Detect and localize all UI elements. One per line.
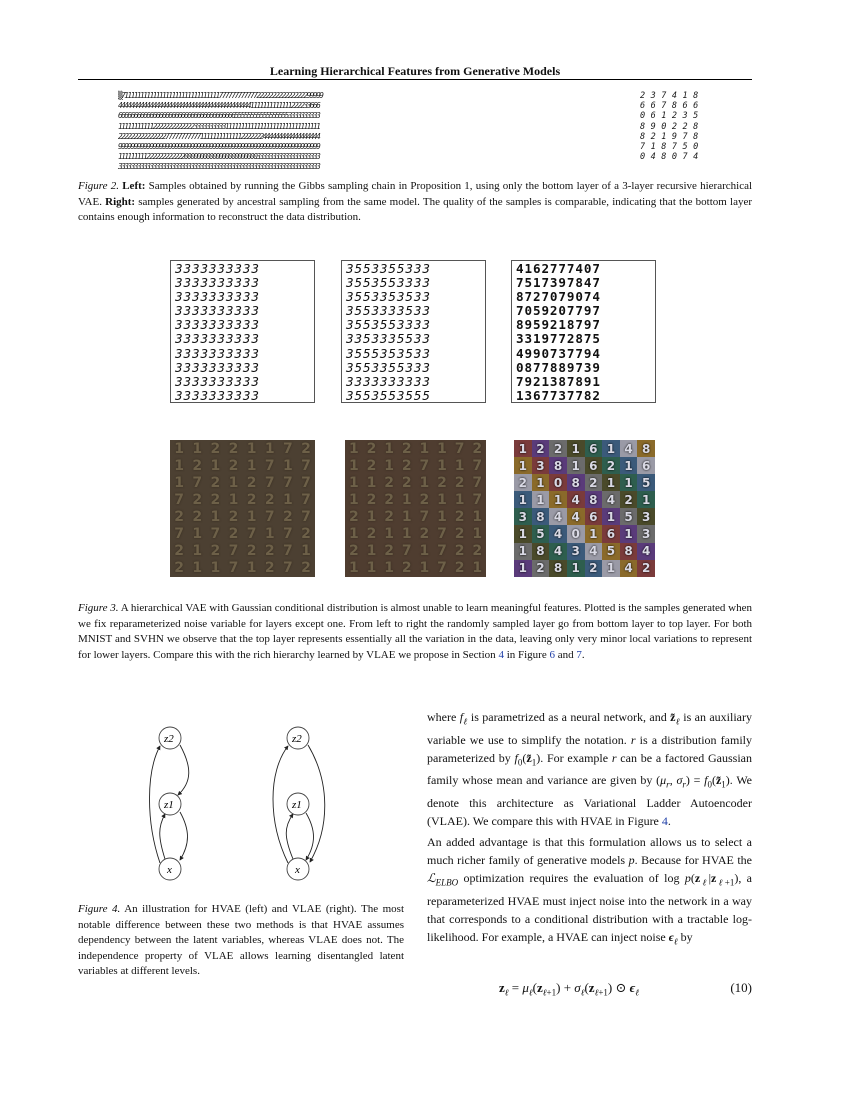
figure4-label: Figure 4. bbox=[78, 903, 121, 915]
svhn-digit: 0 bbox=[549, 474, 567, 491]
figure3-caption-text-2: in Figure bbox=[503, 648, 550, 661]
svhn-row bbox=[514, 457, 655, 474]
figure2-right-label: Right: bbox=[105, 195, 136, 208]
svhn-digit: 1 bbox=[348, 560, 359, 577]
svhn-digit: 1 bbox=[192, 440, 203, 457]
svhn-digit: 1 bbox=[174, 474, 184, 491]
svhn-row bbox=[345, 508, 486, 525]
svhn-digit: 2 bbox=[620, 491, 638, 508]
svhn-digit: 2 bbox=[366, 491, 377, 508]
svhn-digit: 1 bbox=[401, 508, 412, 525]
svhn-digit: 1 bbox=[348, 526, 359, 543]
running-header: Learning Hierarchical Features from Generative Models bbox=[269, 64, 561, 78]
svhn-digit: 1 bbox=[567, 440, 585, 457]
svhn-digit: 1 bbox=[192, 526, 203, 543]
svhn-digit: 7 bbox=[192, 474, 203, 491]
hvae-z2-label: z2 bbox=[164, 733, 174, 745]
svhn-digit: 1 bbox=[472, 560, 483, 577]
svhn-digit: 1 bbox=[228, 474, 239, 491]
svhn-digit: 2 bbox=[585, 474, 603, 491]
svhn-digit: 7 bbox=[264, 457, 275, 474]
svhn-digit: 1 bbox=[419, 560, 430, 577]
svhn-digit: 2 bbox=[437, 474, 447, 491]
svhn-digit: 2 bbox=[246, 543, 257, 560]
svhn-digit: 3 bbox=[637, 525, 655, 542]
svhn-row bbox=[514, 474, 655, 491]
svhn-row bbox=[514, 440, 655, 457]
svhn-digit: 2 bbox=[366, 526, 377, 543]
svhn-digit: 5 bbox=[637, 474, 655, 491]
svhn-digit: 1 bbox=[228, 491, 239, 508]
figure4-caption bbox=[78, 902, 404, 980]
svhn-digit: 1 bbox=[366, 543, 377, 560]
svhn-row bbox=[345, 491, 486, 508]
figure3-caption bbox=[78, 601, 752, 663]
svhn-digit: 2 bbox=[174, 560, 184, 577]
svhn-row bbox=[514, 491, 655, 508]
vlae-z1-label: z1 bbox=[292, 799, 302, 811]
svhn-digit: 6 bbox=[585, 508, 603, 525]
figure2-caption bbox=[78, 179, 752, 226]
svhn-digit: 1 bbox=[246, 457, 257, 474]
svhn-digit: 1 bbox=[472, 508, 483, 525]
svhn-digit: 8 bbox=[637, 440, 655, 457]
svhn-digit: 1 bbox=[174, 440, 184, 457]
svhn-digit: 7 bbox=[419, 457, 430, 474]
p1-text: . We denote this architecture as Variational Ladder Autoencoder (VLAE). We compare this with HVAE in Figure bbox=[427, 773, 753, 829]
svhn-digit: 1 bbox=[602, 560, 620, 577]
svhn-digit: 8 bbox=[532, 508, 550, 525]
svhn-digit: 2 bbox=[401, 560, 412, 577]
svhn-digit: 8 bbox=[549, 457, 567, 474]
svhn-row bbox=[514, 508, 655, 525]
equation-10-body: $z_\ell = \mu_\ell(z_{\ell+1}) + \sigma_\ell(z_{\ell+1})$ ⊙ $\epsilon_\ell$ bbox=[499, 980, 639, 998]
p1-text: . bbox=[667, 814, 671, 829]
svhn-digit: 2 bbox=[602, 457, 620, 474]
svhn-digit: 2 bbox=[192, 508, 203, 525]
p1-text: . For example bbox=[540, 750, 612, 765]
svhn-digit: 1 bbox=[348, 474, 359, 491]
svhn-digit: 1 bbox=[348, 440, 359, 457]
svhn-digit: 1 bbox=[174, 457, 184, 474]
svhn-digit: 0 bbox=[567, 525, 585, 542]
svhn-digit: 7 bbox=[282, 543, 293, 560]
svhn-digit: 2 bbox=[472, 543, 483, 560]
hvae-edge-x-z1 bbox=[160, 814, 165, 859]
svhn-digit: 1 bbox=[282, 491, 293, 508]
svhn-digit: 7 bbox=[282, 560, 293, 577]
svhn-digit: 2 bbox=[210, 543, 221, 560]
svhn-digit: 2 bbox=[454, 508, 465, 525]
svhn-digit: 7 bbox=[401, 543, 412, 560]
p2-text: , a reparameterized HVAE must inject noise into the network in a way that corresponds to a conditional distribution with a tractable log-likelihood. For example, a HVAE can inject noise bbox=[427, 871, 753, 945]
svhn-digit: 2 bbox=[282, 508, 293, 525]
svhn-digit: 8 bbox=[567, 474, 585, 491]
svhn-digit: 1 bbox=[437, 491, 447, 508]
body-paragraph-2: An added advantage is that this formulation allows us to select a much richer family of generative models p. Because for HVAE the ℒ$_{ELBO}$ optimization requires the evaluation of $\log p(z_\ell|z_{\ell+1})$, a reparameterized HVAE must inject noise into the network in a way that corresponds to a conditional distribution with a tractable log-likelihood. For example, a HVAE can inject noise $\epsilon_\ell$ by bbox=[427, 835, 753, 947]
svhn-digit: 7 bbox=[301, 457, 311, 474]
svhn-digit: 2 bbox=[366, 457, 377, 474]
equation-number: (10) bbox=[730, 980, 752, 995]
svhn-digit: 8 bbox=[532, 543, 550, 560]
svhn-row bbox=[345, 543, 486, 560]
svhn-digit: 2 bbox=[549, 440, 567, 457]
figure-6-link[interactable]: 6 bbox=[549, 648, 555, 661]
svhn-digit: 1 bbox=[637, 491, 655, 508]
svhn-row bbox=[345, 440, 486, 457]
svhn-digit: 2 bbox=[246, 491, 257, 508]
svhn-row bbox=[170, 543, 315, 560]
svhn-digit: 2 bbox=[419, 491, 430, 508]
svhn-digit: 1 bbox=[419, 474, 430, 491]
svhn-digit: 2 bbox=[210, 474, 221, 491]
svhn-digit: 2 bbox=[401, 440, 412, 457]
svhn-row bbox=[170, 457, 315, 474]
svhn-digit: 1 bbox=[401, 491, 412, 508]
svhn-digit: 7 bbox=[228, 543, 239, 560]
svhn-digit: 5 bbox=[532, 525, 550, 542]
vlae-graph bbox=[273, 727, 325, 880]
figure4-caption-text: An illustration for HVAE (left) and VLAE (right). The most notable difference between these two methods is that HVAE assumes dependency between the latent variables, whereas VLAE does not. The independence property of VLAE allows learning disentangled latent variables at different levels. bbox=[78, 903, 404, 977]
p2-text: An added advantage is that this formulation allows us to select a much richer family of generative models bbox=[427, 835, 752, 868]
svhn-row bbox=[514, 560, 655, 577]
body-paragraph-1: where $f_\ell$ is parametrized as a neural network, and $z̃_\ell$ is an auxiliary variable we use to simplify the notation. r is a distribution family parameterized by $f_0(z̃_1)$. For example r can be a factored Gaussian family whose mean and variance are given by ($\mu_r$, $\sigma_r$) = $f_0(z̃_1)$. We denote this architecture as Variational Ladder Autoencoder (VLAE). We compare this with HVAE in Figure 4. bbox=[427, 710, 753, 829]
svhn-digit: 5 bbox=[602, 543, 620, 560]
svhn-digit: 1 bbox=[567, 560, 585, 577]
svhn-digit: 2 bbox=[384, 543, 394, 560]
svhn-digit: 4 bbox=[549, 508, 567, 525]
svhn-digit: 7 bbox=[282, 526, 293, 543]
svhn-digit: 2 bbox=[637, 560, 655, 577]
hvae-edge-z1-x bbox=[180, 812, 188, 860]
svhn-digit: 1 bbox=[514, 491, 532, 508]
svhn-digit: 2 bbox=[401, 474, 412, 491]
svhn-digit: 1 bbox=[246, 508, 257, 525]
figure3-svhn-top-layer bbox=[514, 440, 655, 577]
svhn-digit: 2 bbox=[174, 508, 184, 525]
svhn-digit: 4 bbox=[602, 491, 620, 508]
svhn-digit: 1 bbox=[514, 560, 532, 577]
p1-text: where bbox=[427, 710, 460, 724]
svhn-digit: 7 bbox=[210, 526, 221, 543]
svhn-digit: 2 bbox=[348, 508, 359, 525]
svhn-digit: 2 bbox=[401, 457, 412, 474]
svhn-digit: 2 bbox=[532, 440, 550, 457]
svhn-digit: 4 bbox=[549, 525, 567, 542]
svhn-digit: 8 bbox=[549, 560, 567, 577]
svhn-digit: 2 bbox=[301, 560, 311, 577]
figure3-caption-text-3: and bbox=[554, 648, 577, 661]
svhn-digit: 1 bbox=[192, 543, 203, 560]
svhn-digit: 7 bbox=[228, 560, 239, 577]
svhn-digit: 2 bbox=[210, 491, 221, 508]
svhn-digit: 1 bbox=[602, 474, 620, 491]
svhn-digit: 1 bbox=[192, 560, 203, 577]
svhn-digit: 2 bbox=[454, 474, 465, 491]
svhn-digit: 1 bbox=[384, 457, 394, 474]
svhn-digit: 1 bbox=[620, 525, 638, 542]
svhn-digit: 1 bbox=[437, 440, 447, 457]
svhn-digit: 2 bbox=[246, 474, 257, 491]
svhn-digit: 2 bbox=[301, 440, 311, 457]
svhn-digit: 2 bbox=[454, 560, 465, 577]
svhn-digit: 2 bbox=[419, 526, 430, 543]
svhn-digit: 1 bbox=[532, 491, 550, 508]
svhn-digit: 1 bbox=[210, 508, 221, 525]
svhn-digit: 7 bbox=[174, 526, 184, 543]
svhn-digit: 1 bbox=[301, 543, 311, 560]
svhn-digit: 1 bbox=[602, 508, 620, 525]
figure2-label: Figure 2. bbox=[78, 180, 119, 192]
figure3-svhn-middle-layer bbox=[345, 440, 486, 577]
svhn-digit: 1 bbox=[602, 440, 620, 457]
svhn-digit: 1 bbox=[401, 526, 412, 543]
vlae-edge-z2-x bbox=[308, 745, 325, 862]
p2-text: by bbox=[677, 930, 693, 945]
header-rule bbox=[78, 79, 752, 80]
svhn-digit: 4 bbox=[620, 560, 638, 577]
p2-text: optimization requires the evaluation of bbox=[458, 871, 665, 886]
svhn-digit: 1 bbox=[384, 526, 394, 543]
svhn-digit: 1 bbox=[585, 525, 603, 542]
hvae-z1-label: z1 bbox=[164, 799, 174, 811]
p1-text: is parametrized as a neural network, and bbox=[467, 710, 671, 724]
svhn-digit: 7 bbox=[419, 508, 430, 525]
svhn-row bbox=[514, 543, 655, 560]
svhn-digit: 4 bbox=[637, 543, 655, 560]
svhn-row bbox=[345, 525, 486, 542]
svhn-digit: 2 bbox=[514, 474, 532, 491]
svhn-digit: 1 bbox=[514, 440, 532, 457]
svhn-digit: 1 bbox=[454, 457, 465, 474]
svhn-digit: 2 bbox=[174, 543, 184, 560]
svhn-digit: 6 bbox=[637, 457, 655, 474]
svhn-digit: 2 bbox=[384, 508, 394, 525]
svhn-digit: 1 bbox=[454, 491, 465, 508]
svhn-digit: 2 bbox=[366, 440, 377, 457]
svhn-digit: 1 bbox=[419, 543, 430, 560]
svhn-digit: 1 bbox=[514, 543, 532, 560]
svhn-digit: 6 bbox=[585, 457, 603, 474]
svhn-digit: 2 bbox=[585, 560, 603, 577]
svhn-digit: 2 bbox=[264, 543, 275, 560]
svhn-digit: 1 bbox=[384, 440, 394, 457]
svhn-digit: 2 bbox=[192, 491, 203, 508]
svhn-row bbox=[345, 560, 486, 577]
p1-text: is a distribution family parameterized by bbox=[427, 732, 752, 765]
svhn-digit: 7 bbox=[282, 440, 293, 457]
svhn-digit: 7 bbox=[472, 491, 483, 508]
svhn-digit: 3 bbox=[514, 508, 532, 525]
svhn-digit: 2 bbox=[384, 491, 394, 508]
svhn-row bbox=[170, 440, 315, 457]
svhn-digit: 2 bbox=[454, 526, 465, 543]
figure3-mnist-middle-layer: 3553355333 3553553333 3553353533 3553333533 3553553333 3353335533 3555353533 3553355333 3333333333 3553553555 bbox=[341, 260, 486, 403]
vlae-z2-label: z2 bbox=[292, 733, 302, 745]
svhn-digit: 1 bbox=[366, 508, 377, 525]
svhn-digit: 6 bbox=[585, 440, 603, 457]
svhn-digit: 1 bbox=[366, 474, 377, 491]
svhn-digit: 6 bbox=[602, 525, 620, 542]
svhn-digit: 2 bbox=[210, 440, 221, 457]
svhn-digit: 1 bbox=[437, 508, 447, 525]
svhn-row bbox=[170, 508, 315, 525]
figure3-label: Figure 3. bbox=[78, 602, 119, 614]
hvae-x-label: x bbox=[167, 864, 172, 876]
svhn-digit: 1 bbox=[348, 491, 359, 508]
svhn-digit: 4 bbox=[585, 543, 603, 560]
svhn-digit: 1 bbox=[532, 474, 550, 491]
svhn-digit: 7 bbox=[246, 526, 257, 543]
svhn-digit: 3 bbox=[567, 543, 585, 560]
svhn-digit: 1 bbox=[348, 457, 359, 474]
svhn-digit: 5 bbox=[620, 508, 638, 525]
svhn-digit: 4 bbox=[620, 440, 638, 457]
svhn-digit: 1 bbox=[246, 560, 257, 577]
svhn-digit: 7 bbox=[301, 508, 311, 525]
vlae-edge-z1-x bbox=[306, 813, 314, 860]
svhn-digit: 2 bbox=[384, 474, 394, 491]
svhn-digit: 7 bbox=[174, 491, 184, 508]
svhn-digit: 7 bbox=[264, 508, 275, 525]
svhn-digit: 2 bbox=[454, 543, 465, 560]
figure2-ancestral-samples: 2 3 7 4 1 8 6 6 7 8 6 6 0 6 1 2 3 5 8 9 0 2 2 8 8 2 1 9 7 8 7 1 8 7 5 0 0 4 8 0 7 4 bbox=[640, 91, 699, 163]
figure3-mnist-top-layer: 4162777407 7517397847 8727079074 7059207797 8959218797 3319772875 4990737794 0877889739 7921387891 1367737782 bbox=[511, 260, 656, 403]
svhn-digit: 2 bbox=[192, 457, 203, 474]
svhn-digit: 2 bbox=[472, 440, 483, 457]
svhn-row bbox=[170, 525, 315, 542]
p2-text: . Because for HVAE the bbox=[634, 853, 752, 868]
svhn-digit: 1 bbox=[437, 457, 447, 474]
svhn-digit: 2 bbox=[228, 440, 239, 457]
figure3-caption-text: A hierarchical VAE with Gaussian conditional distribution is almost unable to learn meaningful features. Plotted is the samples generated when we fix reparameterized noise variable for layers except one. From left to right the randomly sampled layer go from bottom layer to top layer. For both MNIST and SVHN we observe that the top layer represents essentially all the variation in the data, leaving only very minor local variations to represent for lower layers. Compare this with the rich hierarchy learned by VLAE we propose in Section bbox=[78, 602, 752, 661]
svhn-digit: 1 bbox=[419, 440, 430, 457]
svhn-digit: 4 bbox=[549, 543, 567, 560]
svhn-row bbox=[514, 525, 655, 542]
svhn-digit: 7 bbox=[264, 474, 275, 491]
svhn-digit: 1 bbox=[472, 526, 483, 543]
svhn-digit: 1 bbox=[366, 560, 377, 577]
svhn-digit: 2 bbox=[301, 526, 311, 543]
svhn-row bbox=[345, 457, 486, 474]
figure3-mnist-bottom-layer: 3333333333 3333333333 3333333333 3333333333 3333333333 3333333333 3333333333 3333333333 3333333333 3333333333 bbox=[170, 260, 315, 403]
svhn-digit: 1 bbox=[384, 560, 394, 577]
svhn-digit: 3 bbox=[532, 457, 550, 474]
svhn-digit: 2 bbox=[264, 560, 275, 577]
svhn-row bbox=[170, 560, 315, 577]
svhn-digit: 2 bbox=[264, 491, 275, 508]
svhn-digit: 3 bbox=[637, 508, 655, 525]
svhn-digit: 7 bbox=[472, 457, 483, 474]
svhn-digit: 2 bbox=[228, 457, 239, 474]
hvae-edge-z2-z1 bbox=[178, 745, 189, 795]
svhn-digit: 8 bbox=[620, 543, 638, 560]
svhn-digit: 7 bbox=[472, 474, 483, 491]
svhn-digit: 2 bbox=[228, 526, 239, 543]
vlae-edge-x-z2 bbox=[273, 746, 288, 863]
svhn-digit: 7 bbox=[301, 474, 311, 491]
svhn-digit: 1 bbox=[246, 440, 257, 457]
figure2-caption-text-2: samples generated by ancestral sampling from the same model. The quality of the samples is comparable, indicating that the bottom layer contains enough information to reconstruct the data distribution. bbox=[78, 195, 752, 223]
figure2-left-label: Left: bbox=[122, 180, 146, 192]
svhn-digit: 2 bbox=[228, 508, 239, 525]
svhn-row bbox=[345, 474, 486, 491]
vlae-x-label: x bbox=[295, 864, 300, 876]
svhn-digit: 7 bbox=[282, 474, 293, 491]
hvae-graph bbox=[150, 727, 189, 880]
svhn-digit: 7 bbox=[437, 560, 447, 577]
section-4-link[interactable]: 4 bbox=[498, 648, 504, 661]
svhn-digit: 4 bbox=[567, 508, 585, 525]
svhn-digit: 1 bbox=[514, 525, 532, 542]
figure-4-link[interactable]: 4 bbox=[661, 814, 668, 829]
svhn-digit: 1 bbox=[620, 457, 638, 474]
svhn-digit: 1 bbox=[514, 457, 532, 474]
figure-7-link[interactable]: 7 bbox=[576, 648, 582, 661]
vlae-edge-x-z1 bbox=[286, 814, 293, 859]
svhn-digit: 1 bbox=[210, 457, 221, 474]
svhn-digit: 8 bbox=[585, 491, 603, 508]
p1-text: is an auxiliary variable we use to simplify the notation. bbox=[427, 710, 752, 747]
p1-text: can be a factored Gaussian family whose mean and variance are given by bbox=[427, 750, 753, 788]
svhn-digit: 1 bbox=[549, 491, 567, 508]
svhn-digit: 1 bbox=[264, 526, 275, 543]
figure4-diagram bbox=[118, 712, 378, 892]
figure3-svhn-bottom-layer bbox=[170, 440, 315, 577]
svhn-digit: 1 bbox=[282, 457, 293, 474]
svhn-row bbox=[170, 474, 315, 491]
svhn-digit: 1 bbox=[210, 560, 221, 577]
svhn-digit: 4 bbox=[567, 491, 585, 508]
svhn-digit: 7 bbox=[437, 543, 447, 560]
svhn-digit: 1 bbox=[264, 440, 275, 457]
svhn-digit: 1 bbox=[567, 457, 585, 474]
svhn-digit: 1 bbox=[620, 474, 638, 491]
figure3-caption-text-4: . bbox=[581, 648, 585, 661]
svhn-digit: 7 bbox=[301, 491, 311, 508]
svhn-digit: 7 bbox=[437, 526, 447, 543]
svhn-digit: 2 bbox=[532, 560, 550, 577]
svhn-row bbox=[170, 491, 315, 508]
svhn-digit: 2 bbox=[348, 543, 359, 560]
svhn-digit: 7 bbox=[454, 440, 465, 457]
figure2-caption-text: Samples obtained by running the Gibbs sampling chain in Proposition 1, using only the bottom layer of a 3-layer recursive hierarchical VAE. bbox=[78, 180, 753, 208]
figure2-gibbs-samples: ▒7111111111111111111111111111111777777777777222222222222222299999 4444444444444444444444444444444444444444441111111111111222233666 6666666666666666666666666666666666666555555555555555553333333333 1111111111122222222222223333333333111111111111111111111111111111 2222222222222227777777777711111111111112222222444444444444444444 9999999999999999999999999999999999999999999999999999999999999999 1111111112222222222220000000000000000000000033333333333333333333 3333333333333333333333333333333333333333333333333333333333333333 bbox=[118, 91, 323, 172]
hvae-edge-x-z2 bbox=[150, 746, 161, 863]
